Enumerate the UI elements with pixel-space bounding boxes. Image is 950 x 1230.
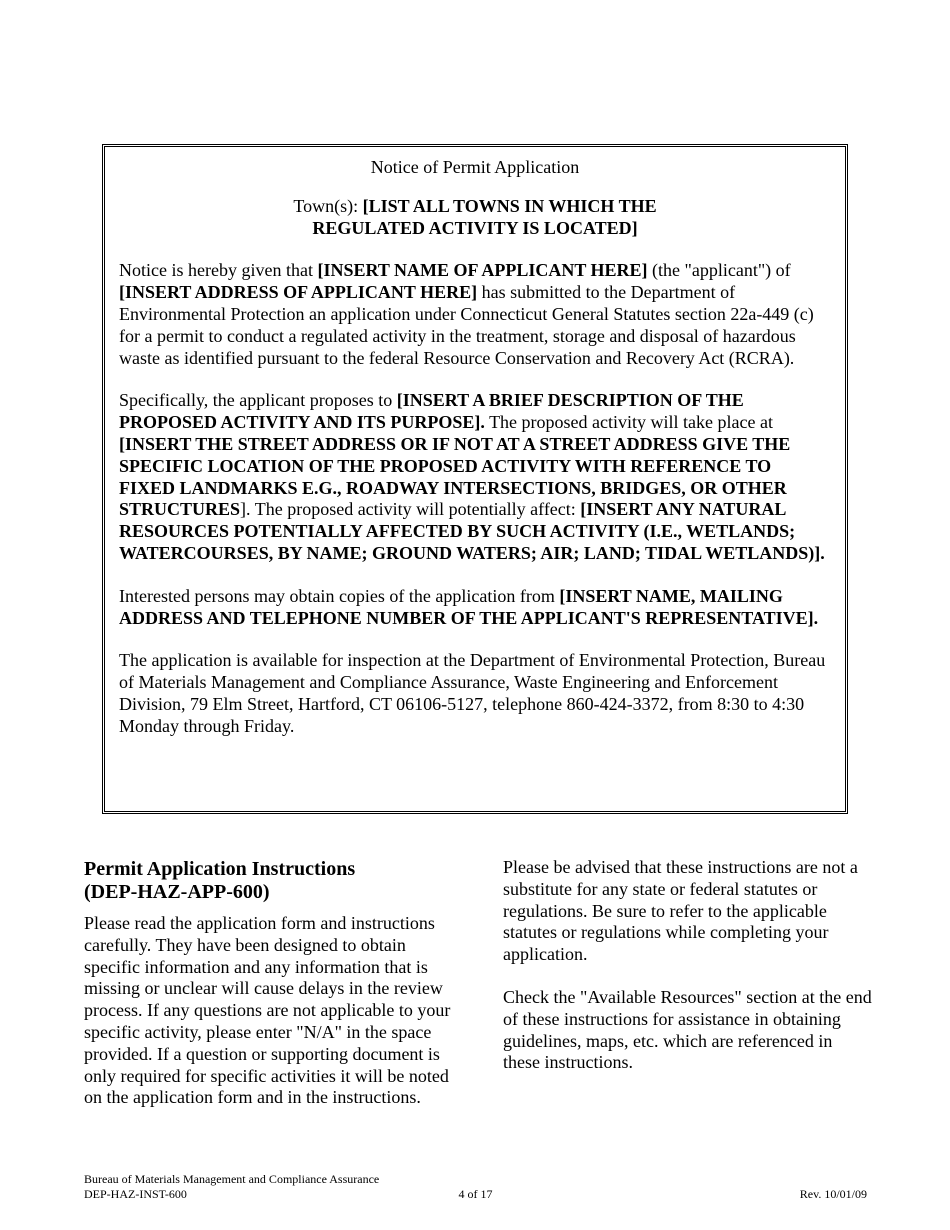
towns-placeholder-line2: REGULATED ACTIVITY IS LOCATED] — [312, 217, 638, 238]
p1-text-2: (the "applicant") of — [647, 260, 791, 281]
p3-text-1: Interested persons may obtain copies of the application from — [119, 585, 560, 606]
towns-prefix: Town(s): — [293, 195, 363, 216]
p2-text-3: ]. The proposed activity will potentially affect: — [240, 499, 581, 520]
footer-row-2 — [84, 1187, 867, 1202]
p1-text-3: has submitted to the Department of Environmental Protection an application under Connecticut General Statutes section 22a-449 (c) for a permit to conduct a regulated activity in the treatment, storage and disposal of hazardous waste as identified pursuant to the federal Resource Conservation and Recovery Act (RCRA). — [119, 282, 814, 368]
instructions-heading-line2: (DEP-HAZ-APP-600) — [84, 881, 270, 903]
p1-applicant-address-placeholder: [INSERT ADDRESS OF APPLICANT HERE] — [119, 282, 478, 303]
notice-paragraph-copies — [119, 586, 831, 630]
instructions-advisory-paragraph: Please be advised that these instructions are not a substitute for any state or federal statutes or regulations. Be sure to refer to the applicable statutes or regulations while completing your application. — [503, 857, 858, 965]
footer-page-number: 4 of 17 — [458, 1187, 493, 1201]
p3-representative-placeholder: [INSERT NAME, MAILING ADDRESS AND TELEPHONE NUMBER OF THE APPLICANT'S REPRESENTATIVE]. — [119, 585, 819, 628]
p2-description-placeholder: [INSERT A BRIEF DESCRIPTION OF THE PROPOSED ACTIVITY AND ITS PURPOSE]. — [119, 390, 744, 433]
notice-box — [102, 144, 848, 814]
towns-line — [119, 196, 831, 240]
instructions-right-column — [503, 857, 873, 1095]
instructions-heading-line1: Permit Application Instructions — [84, 858, 356, 880]
towns-placeholder-line1: [LIST ALL TOWNS IN WHICH THE — [362, 195, 657, 216]
footer-revision: Rev. 10/01/09 — [799, 1187, 867, 1201]
notice-paragraph-activity — [119, 390, 831, 564]
p2-resources-placeholder: [INSERT ANY NATURAL RESOURCES POTENTIALLY AFFECTED BY SUCH ACTIVITY (I.E., WETLANDS; WATERCOURSES, BY NAME; GROUND WATERS; AIR; LAND; TIDAL WETLANDS)]. — [119, 499, 825, 563]
instructions-left-paragraph: Please read the application form and instructions carefully. They have been designed to obtain specific information and any information that is missing or unclear will cause delays in the review process. If any questions are not applicable to your specific activity, please enter "N/A" in the space provided. If a question or supporting document is only required for specific activities it will be noted on the application form and in the instructions. — [84, 913, 451, 1108]
p1-applicant-name-placeholder: [INSERT NAME OF APPLICANT HERE] — [317, 260, 648, 281]
p2-text-1: Specifically, the applicant proposes to — [119, 390, 397, 411]
notice-paragraph-inspection: The application is available for inspection at the Department of Environmental Protection, Bureau of Materials Management and Compliance Assurance, Waste Engineering and Enforcement Division, 79 Elm Street, Hartford, CT 06106-5127, telephone 860-424-3372, from 8:30 to 4:30 Monday through Friday. — [119, 650, 826, 736]
page-footer — [84, 1172, 867, 1202]
notice-paragraph-applicant — [119, 260, 831, 369]
notice-content — [119, 157, 831, 738]
notice-title: Notice of Permit Application — [370, 157, 580, 177]
instructions-resources-paragraph: Check the "Available Resources" section at the end of these instructions for assistance in obtaining guidelines, maps, etc. which are referenced in these instructions. — [503, 986, 872, 1073]
footer-bureau: Bureau of Materials Management and Compliance Assurance — [84, 1172, 380, 1186]
instructions-left-column — [84, 857, 459, 1130]
p1-text-1: Notice is hereby given that — [119, 260, 318, 281]
p2-location-placeholder: [INSERT THE STREET ADDRESS OR IF NOT AT A STREET ADDRESS GIVE THE SPECIFIC LOCATION OF THE PROPOSED ACTIVITY WITH REFERENCE TO FIXED LANDMARKS E.G., ROADWAY INTERSECTIONS, BRIDGES, OR OTHER STRUCTURES — [119, 433, 791, 520]
footer-doc-id: DEP-HAZ-INST-600 — [84, 1187, 187, 1201]
p2-text-2: The proposed activity will take place at — [484, 412, 773, 433]
instructions-heading — [84, 858, 459, 904]
